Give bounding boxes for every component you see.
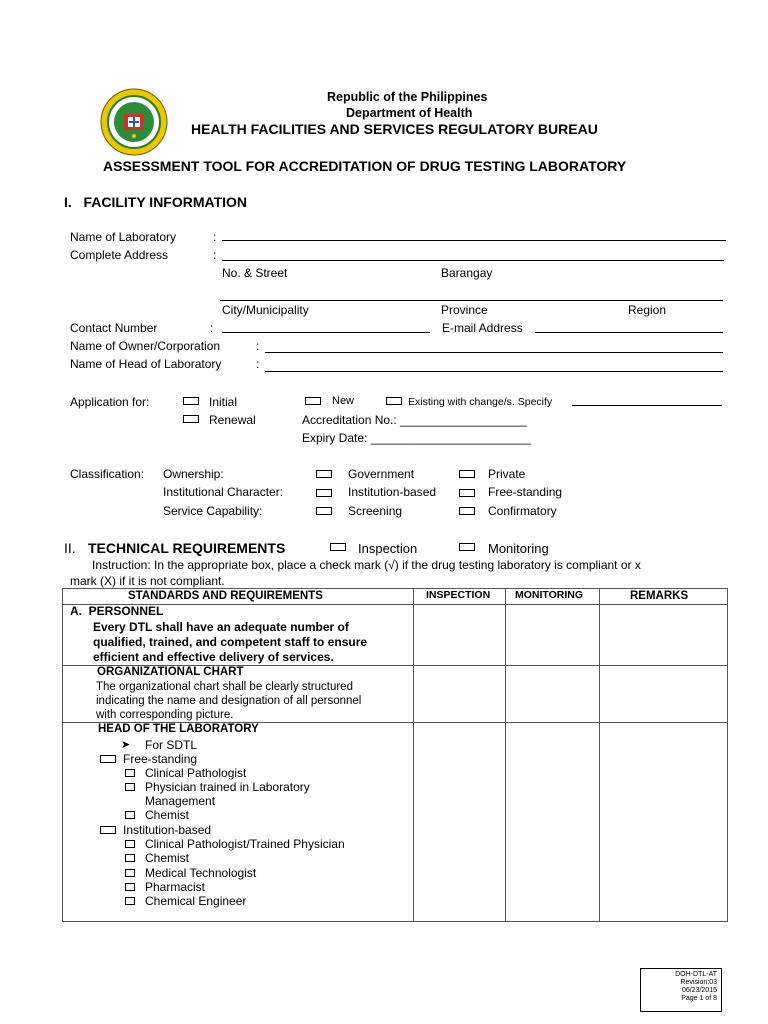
org-chart-text: with corresponding picture. xyxy=(96,709,234,721)
ib-item-checkbox[interactable] xyxy=(125,897,135,905)
org-chart-text: indicating the name and designation of all personnel xyxy=(96,695,362,707)
colon: : xyxy=(213,248,217,262)
expiry-date-field[interactable]: Expiry Date: ________________________ xyxy=(302,431,531,445)
ib-item: Medical Technologist xyxy=(145,866,257,880)
personnel-text: Every DTL shall have an adequate number of xyxy=(93,620,349,634)
ib-item: Chemical Engineer xyxy=(145,894,247,908)
colon: : xyxy=(256,357,260,371)
section1-heading: I. FACILITY INFORMATION xyxy=(64,194,248,210)
chemist-checkbox[interactable] xyxy=(125,811,135,819)
barangay-label: Barangay xyxy=(441,266,493,280)
fs-item: Management xyxy=(145,794,216,808)
complete-address-label: Complete Address xyxy=(70,248,169,262)
government-checkbox[interactable] xyxy=(316,470,332,478)
confirmatory-checkbox[interactable] xyxy=(459,507,475,515)
section2-heading: TECHNICAL REQUIREMENTS xyxy=(88,540,286,556)
email-line[interactable] xyxy=(535,332,723,333)
institution-based-label: Institution-based xyxy=(348,485,437,499)
table-divider xyxy=(413,589,414,921)
doh-seal-logo xyxy=(100,88,168,156)
city-label: City/Municipality xyxy=(222,303,309,317)
ownership-label: Ownership: xyxy=(163,467,224,481)
city-province-line[interactable] xyxy=(220,300,723,301)
ib-item-checkbox[interactable] xyxy=(125,869,135,877)
private-label: Private xyxy=(488,467,526,481)
fs-item: Clinical Pathologist xyxy=(145,766,247,780)
accreditation-no-field[interactable]: Accreditation No.: ___________________ xyxy=(302,413,527,427)
col-standards-header: STANDARDS AND REQUIREMENTS xyxy=(128,590,323,602)
free-standing-box[interactable] xyxy=(100,755,116,763)
ib-item: Chemist xyxy=(145,851,190,865)
ib-item: Pharmacist xyxy=(145,880,206,894)
section2-numeral: II. xyxy=(64,540,76,556)
free-standing-item: Free-standing xyxy=(123,752,198,766)
owner-line[interactable] xyxy=(265,352,723,353)
government-label: Government xyxy=(348,467,415,481)
email-label: E-mail Address xyxy=(442,321,523,335)
existing-label: Existing with change/s. Specify xyxy=(408,396,553,408)
ib-item-checkbox[interactable] xyxy=(125,854,135,862)
inspection-checkbox[interactable] xyxy=(330,543,346,551)
free-standing-label: Free-standing xyxy=(488,485,563,499)
document-title: ASSESSMENT TOOL FOR ACCREDITATION OF DRUG TESTING LABORATORY xyxy=(103,158,627,174)
confirmatory-label: Confirmatory xyxy=(488,504,557,518)
colon: : xyxy=(210,321,214,335)
doc-revision: Revision:03 xyxy=(680,979,717,986)
institution-based-item: Institution-based xyxy=(123,823,212,837)
personnel-heading: A. PERSONNEL xyxy=(70,604,164,618)
free-standing-checkbox[interactable] xyxy=(459,489,475,497)
head-line[interactable] xyxy=(265,371,723,372)
col-remarks-header: REMARKS xyxy=(630,590,689,602)
screening-checkbox[interactable] xyxy=(316,507,332,515)
table-divider xyxy=(505,589,506,921)
personnel-text: efficient and effective delivery of services. xyxy=(93,650,334,664)
doc-code: DOH-DTL-AT xyxy=(675,971,717,978)
institution-based-checkbox[interactable] xyxy=(316,489,332,497)
instruction-line-1: Instruction: In the appropriate box, place a check mark (√) if the drug testing laboratory is compliant or x xyxy=(92,558,641,572)
ib-item: Clinical Pathologist/Trained Physician xyxy=(145,837,345,851)
table-divider xyxy=(599,589,600,921)
monitoring-checkbox[interactable] xyxy=(459,543,475,551)
classification-label: Classification: xyxy=(70,467,145,481)
fs-item: Physician trained in Laboratory xyxy=(145,780,310,794)
contact-number-line[interactable] xyxy=(222,332,430,333)
doc-date: 06/23/2015 xyxy=(681,987,717,994)
existing-checkbox[interactable] xyxy=(386,397,402,405)
renewal-checkbox[interactable] xyxy=(183,415,199,423)
colon: : xyxy=(256,339,260,353)
head-of-lab-heading: HEAD OF THE LABORATORY xyxy=(98,723,259,735)
new-checkbox[interactable] xyxy=(305,397,321,405)
institutional-character-label: Institutional Character: xyxy=(163,485,284,499)
institution-based-box[interactable] xyxy=(100,826,116,834)
new-label: New xyxy=(332,395,355,407)
clinical-pathologist-checkbox[interactable] xyxy=(125,769,135,777)
colon: : xyxy=(213,230,217,244)
ib-item-checkbox[interactable] xyxy=(125,840,135,848)
for-sdtl-label: For SDTL xyxy=(145,738,198,752)
ib-item-checkbox[interactable] xyxy=(125,883,135,891)
personnel-text: qualified, trained, and competent staff to ensure xyxy=(93,635,368,649)
private-checkbox[interactable] xyxy=(459,470,475,478)
renewal-label: Renewal xyxy=(209,413,256,427)
specify-line[interactable] xyxy=(572,405,722,406)
owner-label: Name of Owner/Corporation xyxy=(70,339,221,353)
application-label: Application for: xyxy=(70,395,150,409)
department-text: Department of Health xyxy=(346,106,473,120)
physician-trained-checkbox[interactable] xyxy=(125,783,135,791)
org-chart-heading: ORGANIZATIONAL CHART xyxy=(97,666,244,678)
initial-checkbox[interactable] xyxy=(183,397,199,405)
document-code-box xyxy=(640,968,722,1012)
province-label: Province xyxy=(441,303,488,317)
republic-text: Republic of the Philippines xyxy=(327,90,488,104)
head-label: Name of Head of Laboratory xyxy=(70,357,222,371)
address-line[interactable] xyxy=(222,260,724,261)
region-label: Region xyxy=(628,303,667,317)
instruction-line-2: mark (X) if it is not compliant. xyxy=(70,574,225,588)
inspection-label: Inspection xyxy=(358,541,418,556)
contact-number-label: Contact Number xyxy=(70,321,158,335)
street-label: No. & Street xyxy=(222,266,288,280)
service-capability-label: Service Capability: xyxy=(163,504,263,518)
col-inspection-header: INSPECTION xyxy=(426,589,491,601)
monitoring-label: Monitoring xyxy=(488,541,549,556)
org-chart-text: The organizational chart shall be clearly structured xyxy=(96,681,353,693)
arrow-icon: ➤ xyxy=(121,739,131,751)
initial-label: Initial xyxy=(209,395,238,409)
bureau-title: HEALTH FACILITIES AND SERVICES REGULATORY BUREAU xyxy=(191,121,598,137)
screening-label: Screening xyxy=(348,504,403,518)
name-of-laboratory-label: Name of Laboratory xyxy=(70,230,177,244)
fs-item: Chemist xyxy=(145,808,190,822)
doc-page: Page 1 of 8 xyxy=(681,995,717,1002)
name-of-laboratory-line[interactable] xyxy=(222,240,726,241)
col-monitoring-header: MONITORING xyxy=(515,589,584,601)
